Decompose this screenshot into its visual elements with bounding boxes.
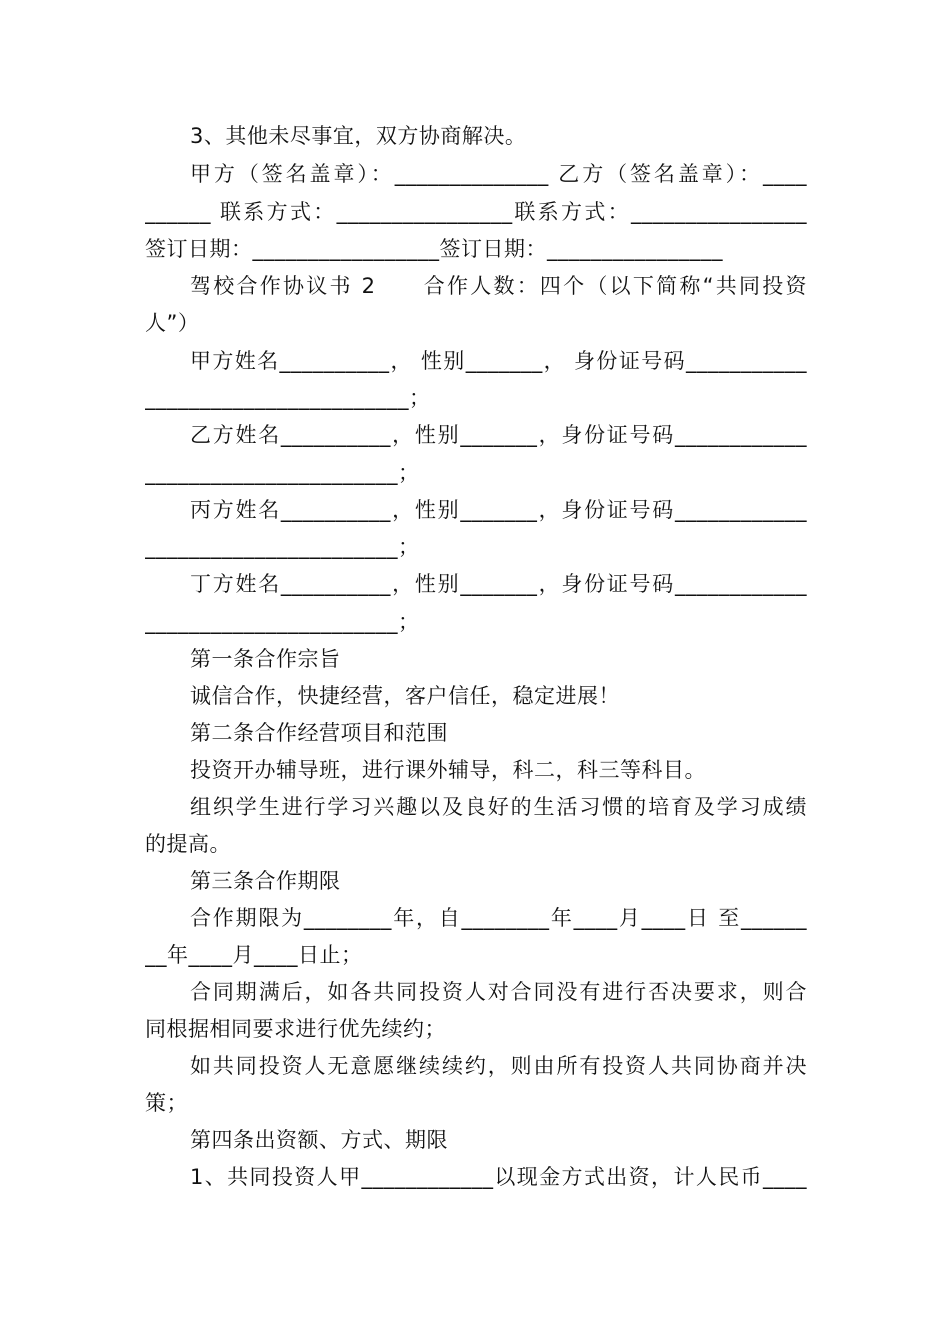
renewal-clause-line: 合同期满后，如各共同投资人对合同没有进行否决要求，则合: [190, 980, 807, 1004]
party-b-info-line: 乙方姓名__________，性别_______，身份证号码____________: [190, 423, 807, 447]
party-a-id-continuation: ________________________；: [145, 386, 431, 410]
article-3-heading: 第三条合作期限: [190, 869, 341, 893]
party-d-id-continuation: _______________________；: [145, 610, 420, 634]
investor-a-contribution-line: 1、共同投资人甲____________以现金方式出资，计人民币____: [190, 1165, 807, 1189]
article-2-heading: 第二条合作经营项目和范围: [190, 721, 448, 745]
party-c-id-continuation: _______________________；: [145, 535, 420, 559]
article-1-content: 诚信合作，快捷经营，客户信任，稳定进展！: [190, 684, 620, 708]
term-period-line: 合作期限为________年，自________年____月____日 至______: [190, 906, 807, 930]
agreement-2-title-line: 驾校合作协议书 2 合作人数：四个（以下简称“共同投资: [190, 274, 807, 298]
clause-3-other-matters: 3、其他未尽事宜，双方协商解决。: [190, 124, 527, 148]
party-c-info-line: 丙方姓名__________，性别_______，身份证号码____________: [190, 498, 807, 522]
article-2-content-line-2-continuation: 的提高。: [145, 832, 231, 856]
party-b-id-continuation: _______________________；: [145, 461, 420, 485]
article-4-heading: 第四条出资额、方式、期限: [190, 1128, 448, 1152]
contact-method-line: ______ 联系方式：________________联系方式：________________: [145, 200, 807, 224]
party-a-signature-line: 甲方（签名盖章）：______________ 乙方（签名盖章）：____: [190, 162, 807, 186]
renewal-clause-continuation: 同根据相同要求进行优先续约；: [145, 1017, 446, 1041]
signing-date-line: 签订日期：_________________签订日期：________________: [145, 237, 723, 261]
article-2-content-line-1: 投资开办辅导班，进行课外辅导，科二，科三等科目。: [190, 758, 706, 782]
article-2-content-line-2: 组织学生进行学习兴趣以及良好的生活习惯的培育及学习成绩: [190, 795, 807, 819]
party-a-info-line: 甲方姓名__________， 性别_______， 身份证号码___________: [190, 349, 807, 373]
non-renewal-clause-continuation: 策；: [145, 1091, 188, 1115]
article-1-heading: 第一条合作宗旨: [190, 647, 341, 671]
term-period-continuation: __年____月____日止；: [145, 943, 363, 967]
non-renewal-clause-line: 如共同投资人无意愿继续续约，则由所有投资人共同协商并决: [190, 1054, 807, 1078]
agreement-2-title-continuation: 人”）: [145, 311, 200, 335]
party-d-info-line: 丁方姓名__________，性别_______，身份证号码____________: [190, 572, 807, 596]
